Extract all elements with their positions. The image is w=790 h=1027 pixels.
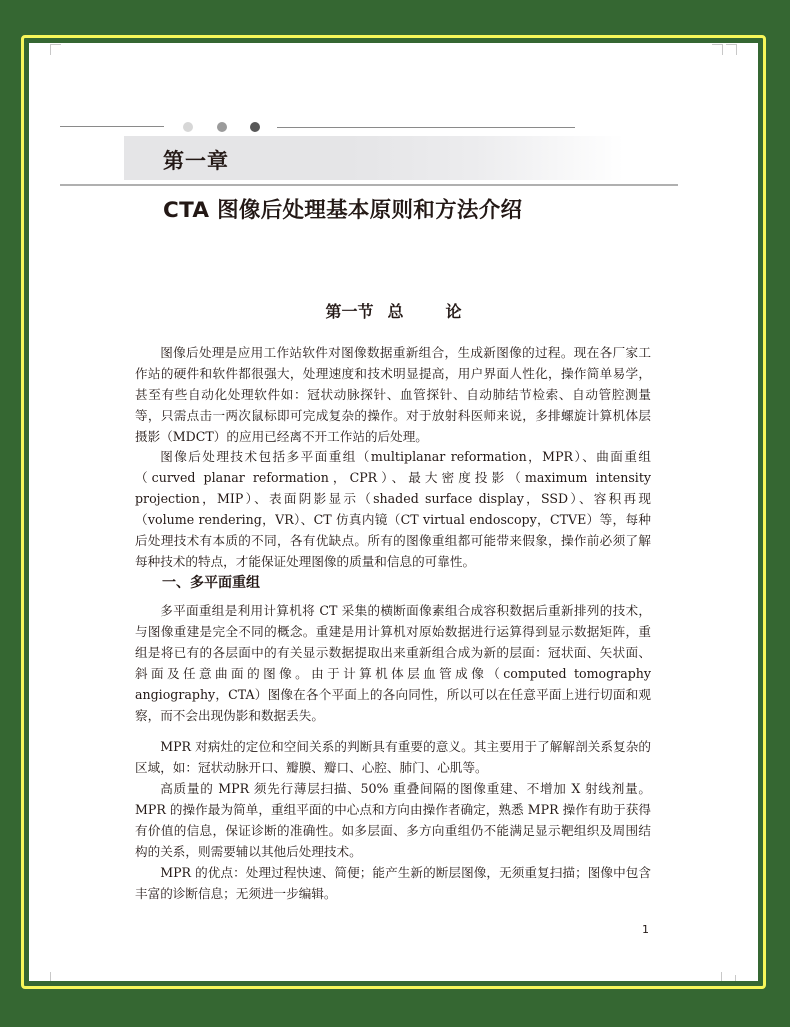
crop-mark-bottom-left [50, 972, 52, 981]
paragraph: 多平面重组是利用计算机将 CT 采集的横断面像素组合成容积数据后重新排列的技术，与图像重建是完全不同的概念。重建是用计算机对原始数据进行运算得到显示数据矩阵，重组是将已有的各层面中的有关显示数据提取出来重新组合成为新的层面：冠状面、矢状面、斜面及任意曲面的图像。由于计算机体层血管成像（computed tomography angiography，CTA）图像在各个平面上的各向同性，所以可以在任意平面上进行切面和观察，而不会出现伪影和数据丢失。 [135, 603, 651, 723]
chapter-divider [60, 184, 678, 186]
paragraph: MPR 的优点：处理过程快速、简便；能产生新的断层图像，无须重复扫描；图像中包含丰富的诊断信息；无须进一步编辑。 [135, 865, 651, 901]
paragraph: 高质量的 MPR 须先行薄层扫描、50% 重叠间隔的图像重建、不增加 X 射线剂量。MPR 的操作最为简单，重组平面的中心点和方向由操作者确定，熟悉 MPR 操作有助于获得有价值的信息，保证诊断的准确性。如多层面、多方向重组仍不能满足显示靶组织及周围结构的关系，则需要辅以其他后处理技术。 [135, 781, 651, 859]
mpr-paragraphs [135, 736, 651, 904]
chapter-title: CTA 图像后处理基本原则和方法介绍 [163, 198, 523, 223]
paragraph: 图像后处理是应用工作站软件对图像数据重新组合，生成新图像的过程。现在各厂家工作站的硬件和软件都很强大，处理速度和技术明显提高，用户界面人性化，操作简单易学，甚至有些自动化处理软件如：冠状动脉探针、血管探针、自动肺结节检索、自动管腔测量等，只需点击一两次鼠标即可完成复杂的操作。对于放射科医师来说，多排螺旋计算机体层摄影（MDCT）的应用已经离不开工作站的后处理。 [135, 345, 651, 444]
section-title-word-1: 总 [387, 302, 404, 321]
decorative-rule-right [277, 127, 575, 128]
decorative-dot-medium [217, 122, 227, 132]
crop-mark-top-left [50, 44, 61, 55]
paragraph: MPR 对病灶的定位和空间关系的判断具有重要的意义。其主要用于了解解剖关系复杂的区域，如：冠状动脉开口、瓣膜、瓣口、心腔、肺门、心肌等。 [135, 739, 651, 775]
page-number: 1 [642, 923, 649, 936]
subsection-heading: 一、多平面重组 [162, 575, 260, 591]
intro-paragraph-2 [135, 446, 651, 572]
crop-mark-bottom-right-1 [721, 972, 723, 981]
paragraph: 图像后处理技术包括多平面重组（multiplanar reformation，MPR）、曲面重组（curved planar reformation，CPR）、最大密度投影（maximum intensity projection，MIP）、表面阴影显示（shaded surface display，SSD）、容积再现（volume rendering，VR）、CT 仿真内镜（CT virtual endoscopy，CTVE）等，每种后处理技术有本质的不同，各有优缺点。所有的图像重组都可能带来假象，操作前必须了解每种技术的特点，才能保证处理图像的质量和信息的可靠性。 [135, 449, 651, 569]
book-page [29, 43, 758, 981]
decorative-dot-dark [250, 122, 260, 132]
crop-mark-bottom-right-2 [735, 975, 737, 981]
decorative-dot-light [183, 122, 193, 132]
crop-mark-top-right-1 [712, 44, 723, 55]
crop-mark-top-right-2 [726, 44, 737, 55]
section-title [29, 299, 758, 322]
chapter-label: 第一章 [163, 149, 229, 173]
section-number: 第一节 [325, 302, 374, 321]
intro-paragraph-1 [135, 342, 651, 447]
mpr-paragraph-1 [135, 600, 651, 726]
section-title-word-2: 论 [445, 302, 462, 321]
decorative-rule-left [60, 126, 164, 127]
